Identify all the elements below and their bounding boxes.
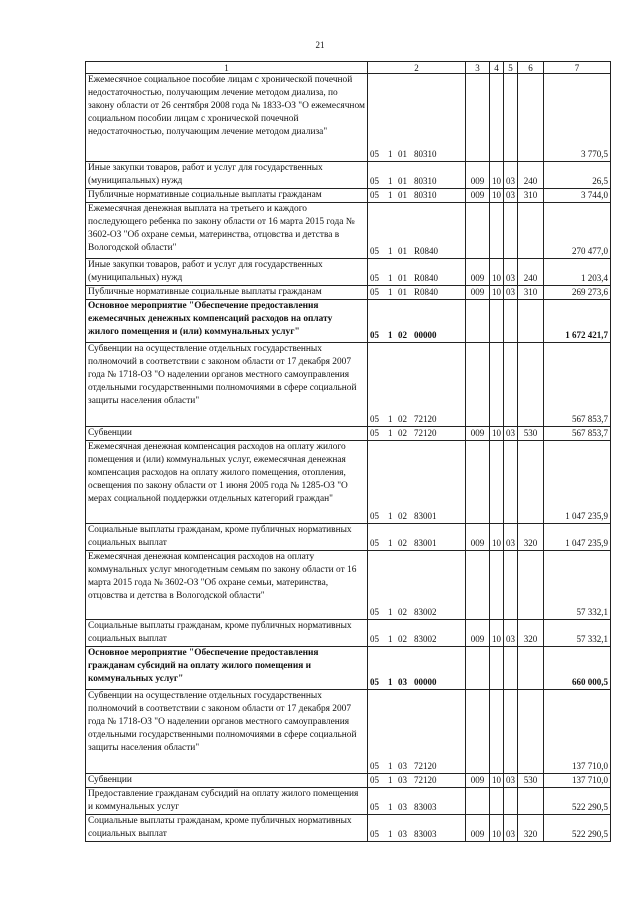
row-amount: 1 047 235,9 <box>544 524 611 551</box>
code-subprogram: 1 <box>388 149 393 159</box>
row-expense-type <box>518 300 544 343</box>
row-ministry-code: 009 <box>466 774 490 788</box>
row-subsection <box>504 441 518 524</box>
code-program: 05 <box>370 414 379 424</box>
row-amount: 567 853,7 <box>544 343 611 427</box>
row-expense-type <box>518 690 544 774</box>
row-section <box>490 690 504 774</box>
code-direction: R0840 <box>414 287 439 297</box>
table-row <box>86 524 611 551</box>
row-description: Ежемесячная денежная выплата на третьего и каждого последующего ребенка по закону области от 16 марта 2015 года № 3602-ОЗ "Об охране семьи, материнства, отцовства и детства в Вологодской области" <box>86 203 368 259</box>
row-target-code <box>368 300 466 343</box>
row-amount: 567 853,7 <box>544 427 611 441</box>
code-subprogram: 1 <box>388 414 393 424</box>
row-expense-type: 240 <box>518 259 544 286</box>
header-col-4: 4 <box>490 62 504 74</box>
row-amount: 522 290,5 <box>544 815 611 842</box>
row-amount: 57 332,1 <box>544 620 611 647</box>
row-subsection: 03 <box>504 162 518 189</box>
row-section <box>490 203 504 259</box>
row-section: 10 <box>490 189 504 203</box>
row-description: Ежемесячная денежная компенсация расходов на оплату коммунальных услуг многодетным семьям по закону области от 16 марта 2015 года № 3602-ОЗ "Об охране семьи, материнства, отцовства и детства в Вологодской области" <box>86 551 368 620</box>
row-section <box>490 74 504 162</box>
table-row <box>86 690 611 774</box>
row-description: Иные закупки товаров, работ и услуг для государственных (муниципальных) нужд <box>86 162 368 189</box>
row-expense-type: 310 <box>518 286 544 300</box>
row-ministry-code: 009 <box>466 189 490 203</box>
code-direction: 83003 <box>414 829 437 839</box>
code-program: 05 <box>370 538 379 548</box>
row-ministry-code: 009 <box>466 620 490 647</box>
code-subprogram: 1 <box>388 607 393 617</box>
code-program: 05 <box>370 428 379 438</box>
row-description: Публичные нормативные социальные выплаты гражданам <box>86 189 368 203</box>
table-row <box>86 427 611 441</box>
code-subprogram: 1 <box>388 634 393 644</box>
table-row <box>86 774 611 788</box>
row-ministry-code <box>466 551 490 620</box>
table-row <box>86 343 611 427</box>
row-expense-type <box>518 74 544 162</box>
row-section <box>490 441 504 524</box>
row-target-code <box>368 427 466 441</box>
table-row <box>86 788 611 815</box>
code-subprogram: 1 <box>388 761 393 771</box>
row-ministry-code: 009 <box>466 286 490 300</box>
code-program: 05 <box>370 829 379 839</box>
code-program: 05 <box>370 273 379 283</box>
code-direction: 72120 <box>414 761 437 771</box>
row-subsection: 03 <box>504 815 518 842</box>
row-expense-type <box>518 647 544 690</box>
row-description: Социальные выплаты гражданам, кроме публичных нормативных социальных выплат <box>86 524 368 551</box>
table-row <box>86 189 611 203</box>
code-program: 05 <box>370 246 379 256</box>
row-ministry-code: 009 <box>466 259 490 286</box>
code-measure: 02 <box>398 414 407 424</box>
table-body <box>86 74 611 842</box>
row-description: Ежемесячное социальное пособие лицам с хронической почечной недостаточностью, получающим лечение методом диализа, по закону области от 26 сентября 2008 года № 1833-ОЗ "О ежемесячном социальном пособии лицам с хронической почечной недостаточностью, получающим лечение методом диализа" <box>86 74 368 162</box>
row-ministry-code <box>466 343 490 427</box>
table-row <box>86 286 611 300</box>
code-direction: 83003 <box>414 802 437 812</box>
row-section <box>490 647 504 690</box>
header-col-3: 3 <box>466 62 490 74</box>
code-measure: 01 <box>398 149 407 159</box>
row-subsection <box>504 74 518 162</box>
table-row <box>86 259 611 286</box>
code-direction: 80310 <box>414 149 437 159</box>
code-program: 05 <box>370 287 379 297</box>
row-ministry-code: 009 <box>466 162 490 189</box>
code-program: 05 <box>370 607 379 617</box>
row-ministry-code <box>466 203 490 259</box>
code-subprogram: 1 <box>388 829 393 839</box>
table-row <box>86 74 611 162</box>
row-description: Субвенции <box>86 774 368 788</box>
row-target-code <box>368 551 466 620</box>
row-subsection: 03 <box>504 259 518 286</box>
row-section: 10 <box>490 162 504 189</box>
code-subprogram: 1 <box>388 802 393 812</box>
row-amount: 137 710,0 <box>544 690 611 774</box>
code-program: 05 <box>370 761 379 771</box>
code-subprogram: 1 <box>388 538 393 548</box>
code-measure: 01 <box>398 176 407 186</box>
row-expense-type <box>518 441 544 524</box>
row-target-code <box>368 774 466 788</box>
row-amount: 1 672 421,7 <box>544 300 611 343</box>
code-subprogram: 1 <box>388 246 393 256</box>
code-measure: 01 <box>398 273 407 283</box>
row-expense-type: 530 <box>518 774 544 788</box>
row-section: 10 <box>490 427 504 441</box>
table-row <box>86 203 611 259</box>
code-direction: 83002 <box>414 607 437 617</box>
row-target-code <box>368 524 466 551</box>
code-direction: 72120 <box>414 775 437 785</box>
row-subsection: 03 <box>504 189 518 203</box>
code-subprogram: 1 <box>388 677 393 687</box>
row-target-code <box>368 343 466 427</box>
code-measure: 02 <box>398 634 407 644</box>
header-col-6: 6 <box>518 62 544 74</box>
row-ministry-code <box>466 300 490 343</box>
row-target-code <box>368 203 466 259</box>
row-expense-type <box>518 203 544 259</box>
code-measure: 03 <box>398 761 407 771</box>
row-target-code <box>368 189 466 203</box>
row-description: Основное мероприятие "Обеспечение предоставления гражданам субсидий на оплату жилого помещения и коммунальных услуг" <box>86 647 368 690</box>
code-program: 05 <box>370 176 379 186</box>
table-row <box>86 647 611 690</box>
row-amount: 26,5 <box>544 162 611 189</box>
header-col-7: 7 <box>544 62 611 74</box>
code-measure: 03 <box>398 775 407 785</box>
row-amount: 57 332,1 <box>544 551 611 620</box>
row-amount: 270 477,0 <box>544 203 611 259</box>
row-description: Ежемесячная денежная компенсация расходов на оплату жилого помещения и (или) коммунальных услуг, ежемесячная денежная компенсация расходов на оплату жилого помещения, отопления, освещения по закону области от 1 июня 2005 года № 1285-ОЗ "О мерах социальной поддержки отдельных категорий граждан" <box>86 441 368 524</box>
code-direction: 83001 <box>414 511 437 521</box>
code-subprogram: 1 <box>388 176 393 186</box>
code-measure: 01 <box>398 287 407 297</box>
table-row <box>86 441 611 524</box>
header-col-1: 1 <box>86 62 368 74</box>
row-expense-type: 320 <box>518 815 544 842</box>
row-description: Иные закупки товаров, работ и услуг для государственных (муниципальных) нужд <box>86 259 368 286</box>
row-expense-type: 320 <box>518 524 544 551</box>
budget-table <box>85 61 611 842</box>
page-number: 21 <box>315 40 325 50</box>
row-ministry-code <box>466 441 490 524</box>
row-description: Публичные нормативные социальные выплаты гражданам <box>86 286 368 300</box>
row-target-code <box>368 647 466 690</box>
row-section: 10 <box>490 815 504 842</box>
row-expense-type: 240 <box>518 162 544 189</box>
row-target-code <box>368 815 466 842</box>
row-amount: 1 203,4 <box>544 259 611 286</box>
row-subsection: 03 <box>504 286 518 300</box>
code-program: 05 <box>370 775 379 785</box>
code-direction: R0840 <box>414 246 439 256</box>
row-amount: 3 744,0 <box>544 189 611 203</box>
code-subprogram: 1 <box>388 428 393 438</box>
row-ministry-code <box>466 788 490 815</box>
code-program: 05 <box>370 149 379 159</box>
code-subprogram: 1 <box>388 273 393 283</box>
row-expense-type <box>518 343 544 427</box>
row-subsection <box>504 343 518 427</box>
row-section: 10 <box>490 286 504 300</box>
row-target-code <box>368 441 466 524</box>
row-description: Социальные выплаты гражданам, кроме публичных нормативных социальных выплат <box>86 620 368 647</box>
row-subsection <box>504 203 518 259</box>
row-section: 10 <box>490 259 504 286</box>
code-subprogram: 1 <box>388 287 393 297</box>
code-direction: 83002 <box>414 634 437 644</box>
row-subsection: 03 <box>504 524 518 551</box>
row-ministry-code <box>466 74 490 162</box>
row-ministry-code <box>466 690 490 774</box>
code-direction: 72120 <box>414 414 437 424</box>
row-target-code <box>368 788 466 815</box>
row-subsection <box>504 551 518 620</box>
row-amount: 3 770,5 <box>544 74 611 162</box>
row-subsection: 03 <box>504 427 518 441</box>
row-ministry-code: 009 <box>466 427 490 441</box>
code-measure: 02 <box>398 607 407 617</box>
header-col-5: 5 <box>504 62 518 74</box>
row-expense-type <box>518 788 544 815</box>
row-amount: 522 290,5 <box>544 788 611 815</box>
code-subprogram: 1 <box>388 775 393 785</box>
row-subsection <box>504 300 518 343</box>
row-description: Субвенции на осуществление отдельных государственных полномочий в соответствии с законом области от 17 декабря 2007 года № 1718-ОЗ "О наделении органов местного самоуправления отдельными государственными полномочиями в сфере социальной защиты населения области" <box>86 690 368 774</box>
code-subprogram: 1 <box>388 511 393 521</box>
code-measure: 03 <box>398 829 407 839</box>
code-measure: 02 <box>398 511 407 521</box>
row-expense-type: 310 <box>518 189 544 203</box>
code-direction: 80310 <box>414 190 437 200</box>
row-description: Предоставление гражданам субсидий на оплату жилого помещения и коммунальных услуг <box>86 788 368 815</box>
code-measure: 01 <box>398 246 407 256</box>
row-description: Субвенции <box>86 427 368 441</box>
row-target-code <box>368 162 466 189</box>
row-target-code <box>368 286 466 300</box>
row-expense-type: 530 <box>518 427 544 441</box>
row-section <box>490 788 504 815</box>
table-row <box>86 620 611 647</box>
code-subprogram: 1 <box>388 330 393 340</box>
code-direction: 00000 <box>414 677 437 687</box>
code-measure: 02 <box>398 538 407 548</box>
table-row <box>86 162 611 189</box>
row-description: Субвенции на осуществление отдельных государственных полномочий в соответствии с законом области от 17 декабря 2007 года № 1718-ОЗ "О наделении органов местного самоуправления отдельными государственными полномочиями в сфере социальной защиты населения области" <box>86 343 368 427</box>
row-description: Социальные выплаты гражданам, кроме публичных нормативных социальных выплат <box>86 815 368 842</box>
code-direction: 80310 <box>414 176 437 186</box>
code-program: 05 <box>370 677 379 687</box>
code-program: 05 <box>370 802 379 812</box>
row-target-code <box>368 690 466 774</box>
row-section: 10 <box>490 620 504 647</box>
row-subsection <box>504 647 518 690</box>
code-program: 05 <box>370 330 379 340</box>
row-expense-type: 320 <box>518 620 544 647</box>
table-row <box>86 551 611 620</box>
code-measure: 03 <box>398 802 407 812</box>
code-direction: 00000 <box>414 330 437 340</box>
code-program: 05 <box>370 190 379 200</box>
code-program: 05 <box>370 634 379 644</box>
code-program: 05 <box>370 511 379 521</box>
table-header <box>86 62 611 74</box>
code-subprogram: 1 <box>388 190 393 200</box>
header-col-2: 2 <box>368 62 466 74</box>
code-direction: 72120 <box>414 428 437 438</box>
row-subsection: 03 <box>504 774 518 788</box>
row-subsection: 03 <box>504 620 518 647</box>
row-subsection <box>504 788 518 815</box>
code-measure: 02 <box>398 330 407 340</box>
row-description: Основное мероприятие "Обеспечение предоставления ежемесячных денежных компенсаций расходов на оплату жилого помещения и (или) коммунальных услуг" <box>86 300 368 343</box>
row-target-code <box>368 620 466 647</box>
table-row <box>86 815 611 842</box>
row-amount: 1 047 235,9 <box>544 441 611 524</box>
row-amount: 660 000,5 <box>544 647 611 690</box>
row-section: 10 <box>490 774 504 788</box>
row-subsection <box>504 690 518 774</box>
row-section <box>490 343 504 427</box>
code-direction: 83001 <box>414 538 437 548</box>
code-measure: 02 <box>398 428 407 438</box>
row-ministry-code: 009 <box>466 524 490 551</box>
row-expense-type <box>518 551 544 620</box>
row-ministry-code <box>466 647 490 690</box>
row-section <box>490 551 504 620</box>
row-amount: 137 710,0 <box>544 774 611 788</box>
code-direction: R0840 <box>414 273 439 283</box>
code-measure: 03 <box>398 677 407 687</box>
row-target-code <box>368 259 466 286</box>
row-target-code <box>368 74 466 162</box>
code-measure: 01 <box>398 190 407 200</box>
row-amount: 269 273,6 <box>544 286 611 300</box>
row-ministry-code: 009 <box>466 815 490 842</box>
row-section: 10 <box>490 524 504 551</box>
row-section <box>490 300 504 343</box>
table-row <box>86 300 611 343</box>
